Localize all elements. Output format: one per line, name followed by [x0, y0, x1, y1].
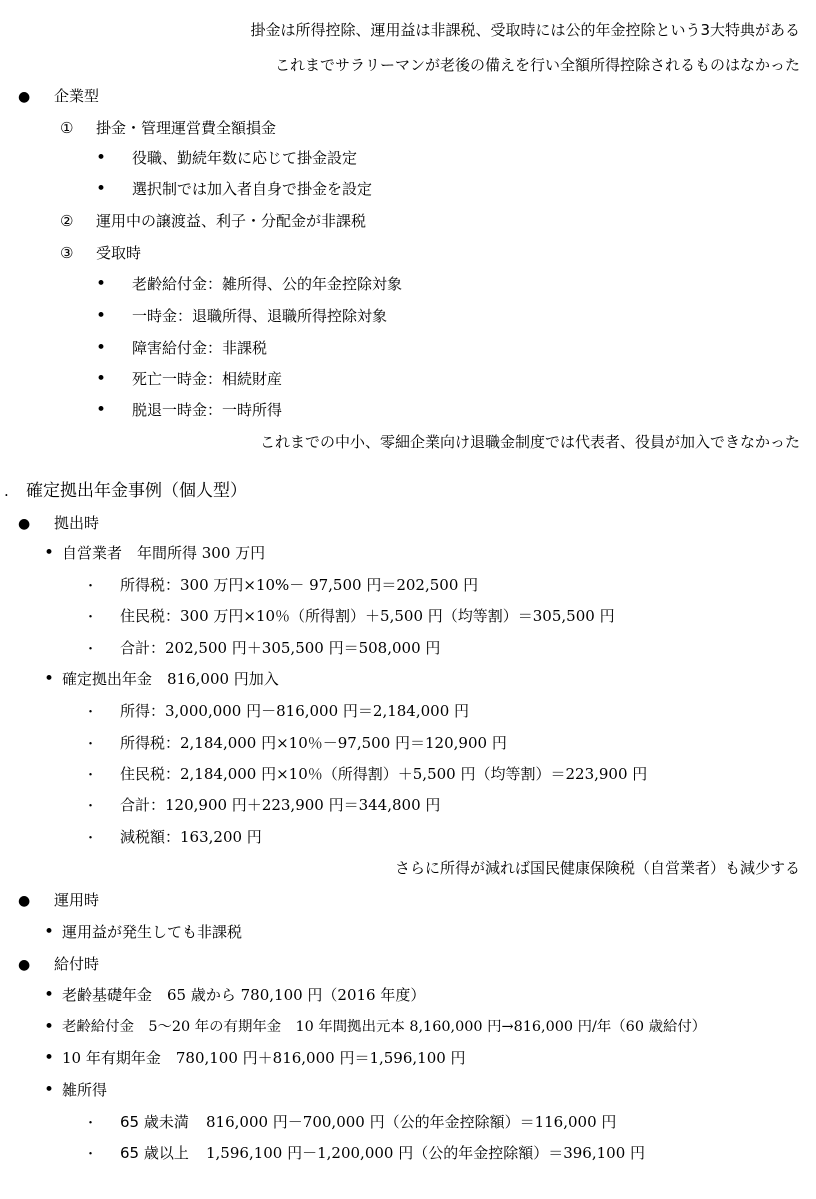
- section-marker: .: [4, 482, 9, 500]
- bullet-icon: [84, 1143, 97, 1165]
- kyoshutsu-note: さらに所得が減れば国民健康保険税（自営業者）も減少する: [394, 859, 800, 877]
- bullet-icon: [44, 543, 54, 563]
- calc-line: 住民税：2,184,000 円×10％（所得割）＋5,500 円（均等割）＝223,900 円: [120, 765, 648, 783]
- bullet-icon: [84, 764, 97, 786]
- top-note-1: 掛金は所得控除、運用益は非課税、受取時には公的年金控除という3大特典がある: [250, 21, 800, 39]
- item-number: ①: [60, 119, 74, 137]
- calc-line: 住民税：300 万円×10％（所得割）＋5,500 円（均等割）＝305,500 円: [120, 607, 615, 625]
- sub-item: 死亡一時金：相続財産: [132, 370, 283, 388]
- sub-item: 選択制では加入者自身で掛金を設定: [132, 180, 373, 198]
- bullet-icon: [18, 86, 30, 107]
- subsection-label: 老齢基礎年金 65 歳から 780,100 円（2016 年度）: [62, 986, 426, 1004]
- calc-line: 合計：120,900 円＋223,900 円＝344,800 円: [120, 796, 441, 814]
- bullet-icon: [84, 827, 97, 849]
- sub-item: 脱退一時金：一時所得: [132, 401, 283, 419]
- bullet-icon: [84, 606, 97, 628]
- zatsu-label: 65 歳以上: [120, 1144, 189, 1162]
- subsection-label: 運用益が発生しても非課税: [62, 923, 243, 941]
- sub-item: 老齢給付金：雑所得、公的年金控除対象: [132, 275, 403, 293]
- subsection-label: 10 年有期年金 780,100 円＋816,000 円＝1,596,100 円: [62, 1049, 466, 1067]
- bullet-icon: [44, 922, 54, 942]
- bullet-icon: [96, 369, 106, 389]
- bullet-icon: [44, 669, 54, 689]
- calc-line: 所得：3,000,000 円－816,000 円＝2,184,000 円: [120, 702, 470, 720]
- bullet-icon: [44, 985, 54, 1005]
- sub-item: 一時金：退職所得、退職所得控除対象: [132, 307, 388, 325]
- zatsu-label: 65 歳未満: [120, 1113, 189, 1131]
- bullet-icon: [18, 954, 30, 975]
- bullet-icon: [44, 1080, 54, 1100]
- section-title-kojin: 確定拠出年金事例（個人型）: [26, 481, 247, 501]
- bullet-icon: [18, 513, 30, 534]
- item-label: 運用中の譲渡益、利子・分配金が非課税: [96, 212, 367, 230]
- bullet-icon: [84, 1112, 97, 1134]
- sub-item: 役職、勤続年数に応じて掛金設定: [132, 149, 358, 167]
- kigyou-note: これまでの中小、零細企業向け退職金制度では代表者、役員が加入できなかった: [259, 433, 800, 451]
- bullet-icon: [84, 638, 97, 660]
- subsection-label: 自営業者 年間所得 300 万円: [62, 544, 266, 562]
- item-number: ③: [60, 244, 74, 262]
- bullet-icon: [96, 306, 106, 326]
- calc-line: 所得税：300 万円×10%－ 97,500 円＝202,500 円: [120, 576, 479, 594]
- bullet-icon: [84, 733, 97, 755]
- subsection-label: 雑所得: [62, 1081, 108, 1099]
- sub-item: 障害給付金：非課税: [132, 339, 268, 357]
- item-number: ②: [60, 212, 74, 230]
- calc-line: 減税額：163,200 円: [120, 828, 262, 846]
- bullet-icon: [84, 701, 97, 723]
- section-heading-unyou: 運用時: [54, 891, 100, 909]
- section-heading-kigyou: 企業型: [54, 87, 100, 105]
- bullet-icon: [18, 890, 30, 911]
- section-heading-kyoshutsu: 拠出時: [54, 514, 100, 532]
- bullet-icon: [44, 1048, 54, 1068]
- bullet-icon: [96, 179, 106, 199]
- bullet-icon: [96, 400, 106, 420]
- subsection-label: 確定拠出年金 816,000 円加入: [62, 670, 279, 688]
- calc-line: 所得税：2,184,000 円×10％－97,500 円＝120,900 円: [120, 734, 507, 752]
- item-label: 掛金・管理運営費全額損金: [96, 119, 277, 137]
- top-note-2: これまでサラリーマンが老後の備えを行い全額所得控除されるものはなかった: [274, 56, 800, 74]
- bullet-icon: [96, 338, 106, 358]
- bullet-icon: [96, 148, 106, 168]
- bullet-icon: [96, 274, 106, 294]
- calc-line: 816,000 円－700,000 円（公的年金控除額）＝116,000 円: [206, 1113, 617, 1131]
- calc-line: 1,596,100 円－1,200,000 円（公的年金控除額）＝396,100 円: [206, 1144, 646, 1162]
- subsection-label: 老齢給付金 5～20 年の有期年金 10 年間拠出元本 8,160,000 円→816,000 円/年（60 歳給付）: [62, 1019, 707, 1035]
- section-heading-kyufu: 給付時: [54, 955, 100, 973]
- calc-line: 合計：202,500 円＋305,500 円＝508,000 円: [120, 639, 441, 657]
- item-label: 受取時: [96, 244, 142, 262]
- bullet-icon: [84, 795, 97, 817]
- bullet-icon: [44, 1017, 54, 1037]
- bullet-icon: [84, 575, 97, 597]
